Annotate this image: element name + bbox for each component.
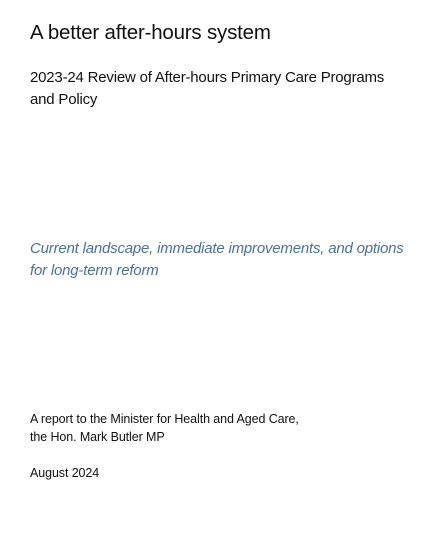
document-tagline: Current landscape, immediate improvements, and options for long-term reform [30, 240, 404, 279]
report-recipient-line-2: the Hon. Mark Butler MP [30, 430, 165, 444]
document-title: A better after-hours system [30, 21, 271, 44]
publication-date: August 2024 [30, 466, 100, 480]
report-recipient [30, 410, 390, 446]
document-subtitle: 2023-24 Review of After-hours Primary Care Programs and Policy [30, 69, 385, 108]
report-recipient-line-1: A report to the Minister for Health and Aged Care, [30, 412, 299, 426]
